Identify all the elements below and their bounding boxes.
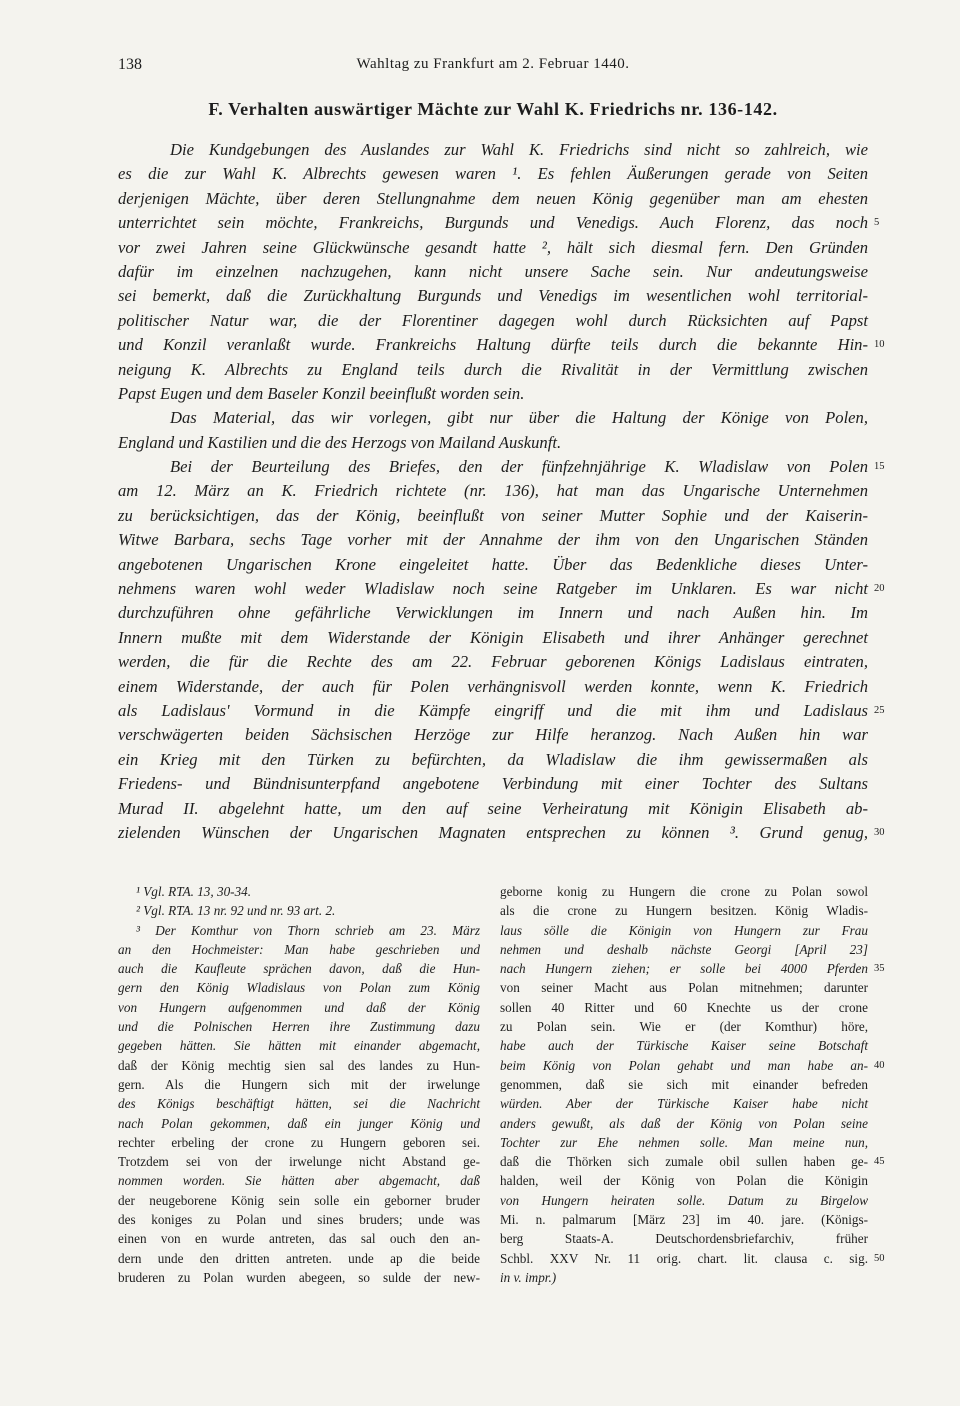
- line-text: ein Krieg mit den Türken zu befürchten, da Wladislaw die ihm gewissermaßen als: [118, 749, 868, 769]
- footnotes-right-column: [500, 882, 885, 1287]
- body-line: [118, 431, 868, 455]
- footnote-line: [118, 1249, 480, 1268]
- footnote-line: [500, 998, 868, 1017]
- line-text: nach Hungern ziehen; er solle bei 4000 Pferden: [500, 961, 868, 977]
- line-text: daß die Thörken sich zumale obil sullen haben ge-: [500, 1154, 868, 1170]
- line-text: berg Staats-A. Deutschordensbriefarchiv, früher: [500, 1231, 868, 1247]
- footnote-line: [118, 1152, 480, 1171]
- line-text: Trotzdem sei von der irwelunge nicht Abstand ge-: [118, 1154, 480, 1170]
- line-text: der neugeborene König sein solle ein geborner bruder: [118, 1192, 480, 1208]
- line-text: vor zwei Jahren seine Glückwünsche gesandt hatte ², hält sich diesmal fern. Den Gründen: [118, 237, 868, 257]
- footnote-line: [500, 882, 868, 901]
- line-text: Die Kundgebungen des Auslandes zur Wahl K. Friedrichs sind nicht so zahlreich, wie: [170, 140, 868, 159]
- line-text: Witwe Barbara, sechs Tage vorher mit der Annahme der ihm von den Ungarischen Ständen: [118, 530, 868, 550]
- line-text: ¹ Vgl. RTA. 13, 30-34.: [136, 884, 252, 899]
- body-line: [118, 138, 868, 162]
- body-line: [118, 650, 868, 674]
- line-text: Schbl. XXV Nr. 11 orig. chart. lit. clausa c. sig.: [500, 1250, 868, 1266]
- line-text: Tochter zur Ehe nehmen solle. Man meine nun,: [500, 1134, 868, 1150]
- body-line: [118, 504, 868, 528]
- line-number: 35: [874, 963, 885, 975]
- line-text: halden, weil der König von Polan die Königin: [500, 1173, 868, 1189]
- line-text: angebotenen Ungarischen Krone eingeleitet hatte. Über das Bedenkliche dieses Unter-: [118, 554, 868, 574]
- line-text: geborne konig zu Hungern die crone zu Polan sowol: [500, 884, 868, 899]
- line-text: des koniges zu Polan und sines bruders; unde was: [118, 1212, 480, 1228]
- footnote-line: [118, 901, 480, 920]
- body-line: [118, 772, 868, 796]
- line-text: und Konzil veranlaßt wurde. Frankreichs Haltung dürfte teils durch die bekannte Hin-: [118, 335, 868, 355]
- body-line: [118, 577, 885, 601]
- line-text: laus sölle die Königin von Hungern zur Frau: [500, 922, 868, 938]
- footnote-line: [118, 1114, 480, 1133]
- body-line: [118, 601, 868, 625]
- footnote-line: [118, 1017, 480, 1036]
- footnote-line: [500, 1268, 868, 1287]
- line-number: 20: [874, 583, 885, 595]
- body-line: [118, 821, 885, 845]
- page-number: 138: [118, 56, 142, 73]
- footnote-line: [500, 1114, 868, 1133]
- body-line: [118, 675, 868, 699]
- body-line: [118, 358, 868, 382]
- line-text: Friedens- und Bündnisunterpfand angebotene Verbindung mit einer Tochter des Sultans: [118, 774, 868, 794]
- line-number: 25: [874, 704, 885, 716]
- body-line: [118, 333, 885, 357]
- line-text: ² Vgl. RTA. 13 nr. 92 und nr. 93 art. 2.: [136, 903, 336, 919]
- line-text: unterrichtet sein möchte, Frankreichs, Burgunds und Venedigs. Auch Florenz, das noch: [118, 213, 868, 233]
- line-text: gegeben hätten. Sie hätten mit einander abgemacht,: [118, 1038, 480, 1054]
- line-text: Bei der Beurteilung des Briefes, den der fünfzehnjährige K. Wladislaw von Polen: [170, 457, 868, 477]
- line-text: derjenigen Mächte, über deren Stellungnahme dem neuen König gegenüber man am ehesten: [118, 188, 868, 208]
- body-line: [118, 748, 868, 772]
- footnotes-left-column: [118, 882, 480, 1287]
- body-line: [118, 553, 868, 577]
- line-text: und die Polnischen Herren ihre Zustimmung dazu: [118, 1019, 480, 1035]
- footnote-line: [118, 978, 480, 997]
- line-text: es die zur Wahl K. Albrechts gewesen waren ¹. Es fehlen Äußerungen gerade von Seiten: [118, 164, 868, 184]
- line-text: dafür im einzelnen nachzugehen, kann nicht unsere Sache sein. Nur andeutungsweise: [118, 261, 868, 281]
- line-text: nach Polan gekommen, daß ein junger König und: [118, 1115, 480, 1131]
- line-number: 30: [874, 826, 885, 838]
- line-text: in v. impr.): [500, 1269, 557, 1285]
- body-line: [118, 626, 868, 650]
- footnote-line: [118, 1191, 480, 1210]
- line-text: nehmens waren wohl weder Wladislaw noch seine Ratgeber im Unklaren. Es war nicht: [118, 579, 868, 599]
- line-text: Innern mußte mit dem Widerstande der Königin Elisabeth und ihrer Anhänger gerechnet: [118, 627, 868, 647]
- line-text: politischer Natur war, die der Florentiner dagegen wohl durch Rücksichten auf Papst: [118, 310, 868, 330]
- body-line: [118, 309, 868, 333]
- footnote-line: [118, 1094, 480, 1113]
- line-text: verschwägerten beiden Sächsischen Herzöge zur Hilfe heranzog. Nach Außen hin war: [118, 725, 868, 745]
- footnote-line: [118, 940, 480, 959]
- line-number: 40: [874, 1059, 885, 1071]
- footnote-line: [500, 978, 868, 997]
- line-text: zu Polan sein. Wie er (der Komthur) höre,: [500, 1019, 868, 1035]
- footnote-line: [500, 1094, 868, 1113]
- body-line: [118, 455, 885, 479]
- line-number: 10: [874, 339, 885, 351]
- footnote-line: [118, 921, 480, 940]
- footnote-line: [500, 1017, 868, 1036]
- footnote-line: [118, 882, 480, 901]
- body-line: [118, 236, 868, 260]
- line-text: würden. Aber der Türkische Kaiser habe nicht: [500, 1096, 868, 1112]
- footnote-line: [500, 959, 885, 978]
- footnote-line: [500, 1056, 885, 1075]
- footnote-line: [118, 1268, 480, 1287]
- footnote-line: [118, 1133, 480, 1152]
- line-text: am 12. März an K. Friedrich richtete (nr. 136), hat man das Ungarische Unternehmen: [118, 481, 868, 501]
- line-number: 5: [874, 217, 880, 229]
- line-text: durchzuführen ohne gefährliche Verwicklungen im Innern und nach Außen hin. Im: [118, 603, 868, 623]
- body-line: [118, 211, 880, 235]
- footnote-line: [500, 921, 868, 940]
- line-text: von Hungern aufgenommen und daß der König: [118, 999, 480, 1015]
- body-line: [118, 723, 868, 747]
- body-line: [118, 797, 868, 821]
- body-line: [118, 699, 885, 723]
- body-line: [118, 260, 868, 284]
- footnote-line: [118, 1171, 480, 1190]
- line-text: werden, die für die Rechte des am 22. Februar geborenen Königs Ladislaus eintraten,: [118, 652, 868, 672]
- line-text: nehmen und deshalb nächste Georgi [April 23]: [500, 941, 868, 957]
- footnote-line: [118, 959, 480, 978]
- footnote-line: [118, 1036, 480, 1055]
- body-line: [118, 382, 868, 406]
- line-text: daß der König mechtig sien sal des landes zu Hun-: [118, 1057, 480, 1073]
- line-text: zu berücksichtigen, das der König, beeinflußt von seiner Mutter Sophie und der Kaiserin-: [118, 505, 868, 525]
- footnote-line: [118, 1056, 480, 1075]
- line-text: sei bemerkt, daß die Zurückhaltung Burgunds und Venedigs im wesentlichen wohl territorial-: [118, 286, 868, 306]
- footnote-line: [500, 901, 868, 920]
- running-title: Wahltag zu Frankfurt am 2. Februar 1440.: [356, 56, 630, 72]
- line-text: rechter erbeling der crone zu Hungern geboren sei.: [118, 1134, 480, 1150]
- line-text: des Königs beschäftigt hätten, sei die Nachricht: [118, 1096, 480, 1112]
- line-number: 50: [874, 1252, 885, 1264]
- line-number: 15: [874, 461, 885, 473]
- line-text: habe auch der Türkische Kaiser seine Botschaft: [500, 1038, 868, 1054]
- body-line: [118, 284, 868, 308]
- footnote-line: [500, 1075, 868, 1094]
- line-text: dern unde den dritten antreten. unde ap die beide: [118, 1250, 480, 1266]
- line-text: bruderen zu Polan wurden abegeen, so sulde der new-: [118, 1269, 480, 1285]
- line-text: gern den König Wladislaus von Polan zum König: [118, 980, 480, 996]
- line-text: beim König von Polan gehabt und man habe an-: [500, 1057, 868, 1073]
- line-text: zielenden Wünschen der Ungarischen Magnaten entsprechen zu können ³. Grund genug,: [118, 822, 868, 842]
- line-text: England und Kastilien und die des Herzogs von Mailand Auskunft.: [118, 432, 562, 452]
- body-line: [118, 479, 868, 503]
- line-text: von Hungern heiraten solle. Datum zu Birgelow: [500, 1192, 868, 1208]
- footnote-line: [500, 1210, 868, 1229]
- line-text: nommen worden. Sie hätten aber abgemacht, daß: [118, 1173, 480, 1189]
- line-text: als Ladislaus' Vormund in die Kämpfe eingriff und die mit ihm und Ladislaus: [118, 700, 868, 720]
- line-text: sollen 40 Ritter und 60 Knechte us der crone: [500, 999, 868, 1015]
- footnote-line: [118, 1229, 480, 1248]
- main-text-block: [118, 138, 885, 845]
- line-text: genommen, daß sie sich mit einander befreden: [500, 1076, 868, 1092]
- line-text: auch die Kaufleute sprächen davon, daß die Hun-: [118, 961, 480, 977]
- line-text: gern. Als die Hungern sich mit der irwelunge: [118, 1076, 480, 1092]
- line-number: 45: [874, 1156, 885, 1168]
- line-text: von seiner Macht aus Polan mitnehmen; darunter: [500, 980, 868, 996]
- page-header: [118, 56, 868, 80]
- footnote-line: [118, 1075, 480, 1094]
- footnote-line: [500, 1152, 885, 1171]
- body-line: [118, 406, 868, 430]
- line-text: Mi. n. palmarum [März 23] im 40. jare. (Königs-: [500, 1212, 868, 1228]
- footnote-line: [500, 1191, 868, 1210]
- footnote-line: [500, 1171, 868, 1190]
- line-text: anders gewußt, als daß der König von Polan seine: [500, 1115, 868, 1131]
- line-text: Papst Eugen und dem Baseler Konzil beeinflußt worden sein.: [118, 383, 525, 403]
- line-text: an den Hochmeister: Man habe geschrieben und: [118, 941, 480, 957]
- line-text: neigung K. Albrechts zu England teils durch die Rivalität in der Vermittlung zwischen: [118, 359, 868, 379]
- line-text: Murad II. abgelehnt hatte, um den auf seine Verheiratung mit Königin Elisabeth ab-: [118, 798, 868, 818]
- line-text: einen von en wurde antreten, das sal ouch den an-: [118, 1231, 480, 1247]
- footnote-line: [118, 1210, 480, 1229]
- body-line: [118, 528, 868, 552]
- line-text: einem Widerstande, der auch für Polen verhängnisvoll werden konnte, wenn K. Friedrich: [118, 676, 868, 696]
- footnote-line: [500, 1229, 868, 1248]
- footnote-line: [500, 1249, 885, 1268]
- footnote-line: [500, 1133, 868, 1152]
- footnote-line: [500, 1036, 868, 1055]
- line-text: als die crone zu Hungern besitzen. König Wladis-: [500, 903, 868, 919]
- body-line: [118, 162, 868, 186]
- footnote-line: [118, 998, 480, 1017]
- footnote-line: [500, 940, 868, 959]
- section-heading: F. Verhalten auswärtiger Mächte zur Wahl K. Friedrichs nr. 136-142.: [208, 99, 778, 119]
- body-line: [118, 187, 868, 211]
- line-text: ³ Der Komthur von Thorn schrieb am 23. März: [136, 922, 480, 938]
- line-text: Das Material, das wir vorlegen, gibt nur über die Haltung der Könige von Polen,: [170, 408, 868, 428]
